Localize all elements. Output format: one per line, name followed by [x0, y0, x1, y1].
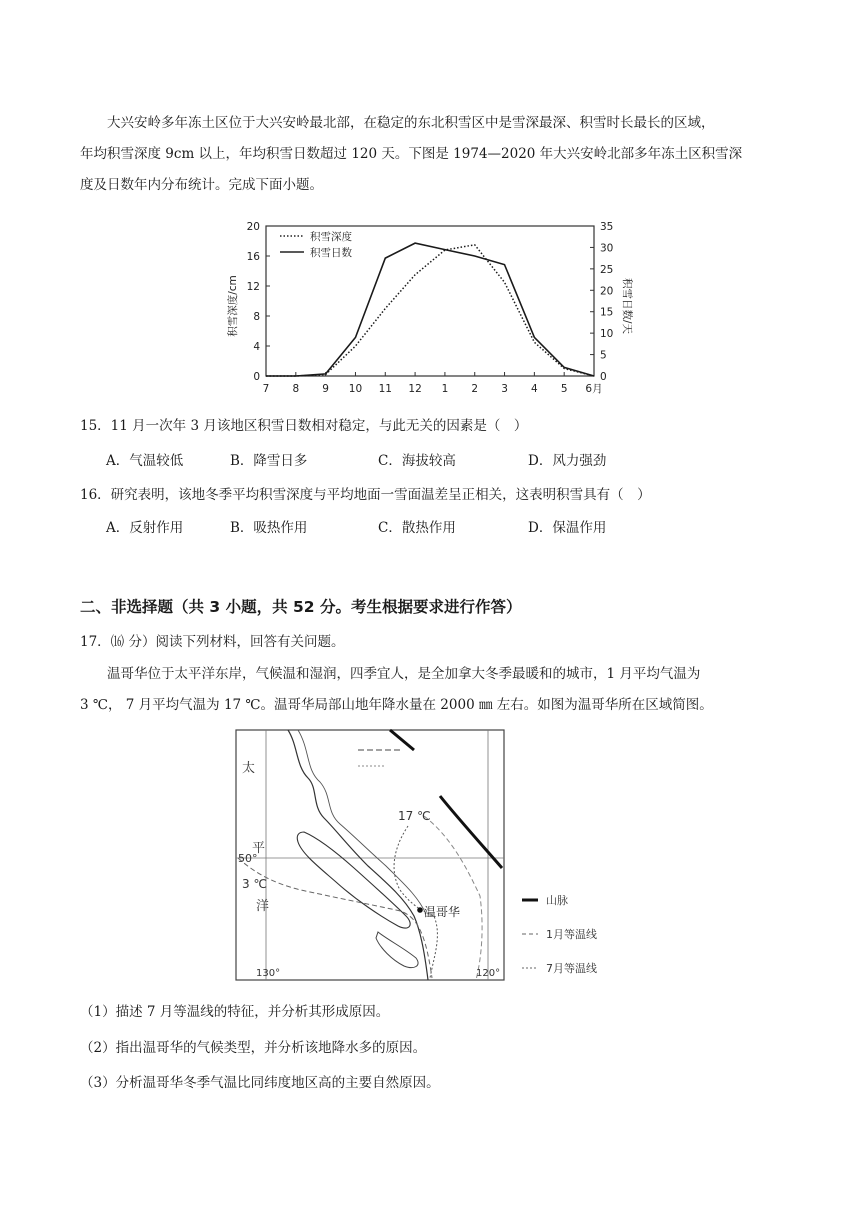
intro-line-1: 大兴安岭多年冻土区位于大兴安岭最北部，在稳定的东北积雪区中是雪深最深、积雪时长最长的区域，	[107, 115, 715, 131]
y-axis-label-right: 积雪日数/天	[621, 277, 633, 335]
y-tick-label-right: 5	[600, 349, 607, 362]
y-tick-label-left: 0	[253, 371, 260, 383]
y-tick-label-left: 12	[246, 281, 260, 293]
x-tick-label: 1	[441, 383, 449, 395]
y-tick-label-right: 20	[600, 285, 614, 298]
map-label-3c: 3 ℃	[242, 877, 267, 891]
mountain-range	[390, 730, 414, 750]
july-isotherm	[394, 826, 437, 978]
x-tick-label: 10	[348, 383, 363, 395]
q15-option-b[interactable]: B．降雪日多	[230, 453, 308, 469]
legend-depth: 积雪深度	[310, 231, 352, 243]
map-legend-jul: 7月等温线	[546, 962, 597, 975]
q16-option-b[interactable]: B．吸热作用	[230, 520, 308, 536]
map-label-17c: 17 ℃	[398, 809, 431, 823]
map-label-120: 120°	[476, 968, 501, 979]
y-tick-label-left: 20	[246, 221, 260, 233]
x-tick-label: 8	[292, 383, 300, 395]
vancouver-island	[297, 832, 410, 928]
map-frame	[236, 730, 504, 980]
q16-option-a[interactable]: A．反射作用	[106, 520, 184, 536]
q17-sub-2: （2）指出温哥华的气候类型，并分析该地降水多的原因。	[80, 1040, 427, 1056]
q17-stem: 17．⒃ 分）阅读下列材料，回答有关问题。	[80, 634, 345, 650]
q16-stem: 16．研究表明，该地冬季平均积雪深度与平均地面一雪面温差呈正相关，这表明积雪具有（ ）	[80, 487, 651, 503]
legend-days: 积雪日数	[310, 247, 352, 259]
x-tick-label: 12	[408, 383, 422, 395]
map-legend-mountain: 山脉	[546, 894, 568, 907]
q17-sub-1: （1）描述 7 月等温线的特征，并分析其形成原因。	[80, 1004, 390, 1020]
y-axis-label-left: 积雪深度/cm	[227, 275, 239, 337]
y-tick-label-left: 8	[253, 311, 260, 323]
q17-material-line-2: 3 ℃， 7 月平均气温为 17 ℃。温哥华局部山地年降水量在 2000 ㎜ 左右。如图为温哥华所在区域简图。	[80, 697, 713, 713]
snow-depth-line	[266, 245, 594, 376]
y-tick-label-right: 25	[600, 263, 614, 276]
x-tick-label: 6月	[585, 383, 603, 395]
map-label-50: 50°	[238, 852, 258, 865]
map-label-tai: 太	[242, 761, 256, 776]
vancouver-city-dot	[417, 907, 423, 913]
map-label-ping: 平	[252, 841, 266, 856]
q15-option-a[interactable]: A．气温较低	[106, 453, 184, 469]
y-tick-label-right: 0	[600, 371, 607, 383]
jan-isotherm	[238, 858, 432, 978]
snow-days-line	[266, 243, 594, 376]
q15-option-c[interactable]: C．海拔较高	[378, 453, 456, 469]
y-tick-label-right: 10	[600, 328, 614, 341]
intro-line-3: 度及日数年内分布统计。完成下面小题。	[80, 177, 323, 193]
x-tick-label: 5	[560, 383, 568, 395]
coastline	[288, 730, 428, 980]
x-tick-label: 2	[471, 383, 479, 395]
map-label-130: 130°	[256, 968, 281, 979]
y-tick-label-left: 4	[253, 341, 260, 353]
x-tick-label: 9	[322, 383, 329, 395]
y-tick-label-left: 16	[246, 251, 260, 263]
q15-option-d[interactable]: D．风力强劲	[528, 453, 607, 469]
section-title: 二、非选择题（共 3 小题，共 52 分。考生根据要求进行作答）	[80, 598, 522, 616]
x-tick-label: 3	[501, 383, 508, 395]
q15-stem: 15．11 月一次年 3 月该地区积雪日数相对稳定，与此无关的因素是（ ）	[80, 418, 528, 434]
map-legend-jan: 1月等温线	[546, 928, 597, 941]
x-tick-label: 11	[378, 383, 392, 395]
vancouver-map	[228, 726, 648, 986]
intro-line-2: 年均积雪深度 9cm 以上，年均积雪日数超过 120 天。下图是 1974—2020 年大兴安岭北部多年冻土区积雪深	[80, 146, 743, 162]
q16-options	[106, 518, 786, 538]
q17-material-line-1: 温哥华位于太平洋东岸，气候温和湿润，四季宜人，是全加拿大冬季最暖和的城市，1 月平均气温为	[107, 666, 701, 682]
y-tick-label-right: 35	[600, 221, 614, 233]
y-tick-label-right: 15	[600, 306, 614, 319]
q17-sub-3: （3）分析温哥华冬季气温比同纬度地区高的主要自然原因。	[80, 1075, 440, 1091]
q16-option-d[interactable]: D．保温作用	[528, 520, 607, 536]
y-tick-label-right: 30	[600, 242, 614, 255]
q15-options	[106, 451, 786, 471]
map-label-vancouver: 温哥华	[424, 905, 461, 919]
x-tick-label: 4	[531, 383, 538, 395]
q16-option-c[interactable]: C．散热作用	[378, 520, 456, 536]
x-tick-label: 7	[262, 383, 270, 395]
map-label-yang: 洋	[256, 899, 270, 914]
snow-chart	[222, 212, 642, 402]
